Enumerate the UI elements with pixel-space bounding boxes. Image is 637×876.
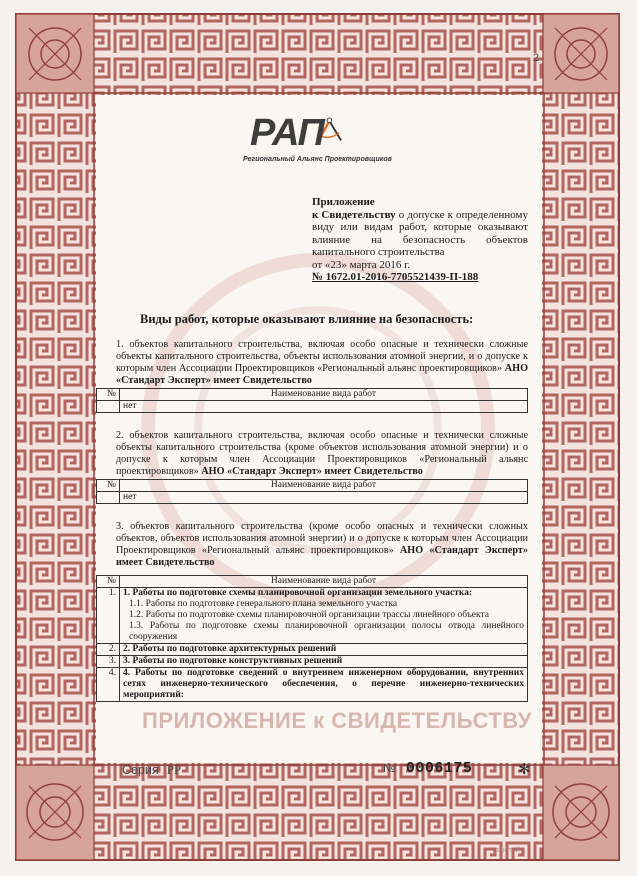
col-name: Наименование вида работ (120, 480, 528, 492)
series-value: РР (166, 762, 182, 777)
cell-no (97, 401, 120, 413)
table-row (97, 656, 528, 668)
series (122, 762, 181, 778)
cell-none: нет (120, 492, 528, 504)
appendix-date: от «23» марта 2016 г. (312, 258, 411, 271)
cell-work (120, 588, 528, 644)
cell-no: 3. (97, 656, 120, 668)
section-3-bold: АНО «Стандарт Эксперт» имеет Свидетельство (116, 545, 529, 568)
work-main: 2. Работы по подготовке архитектурных решений (120, 644, 528, 656)
appendix-number: № 1672.01-2016-7705521439-П-188 (312, 271, 479, 283)
asterisk-icon: ✻ (518, 762, 531, 778)
col-no: № (97, 389, 120, 401)
section-2-body: 2. объектов капитального строительства, включая особо опасные и технически сложные объекты капитального строительства (кроме объектов использования атомной энергии) и о допуске к которым член Ассоциации Проектировщиков «Региональный альянс проектировщиков» (116, 430, 528, 477)
compass-logo-icon (314, 104, 384, 158)
appendix-description (312, 209, 528, 259)
section-2-bold: АНО «Стандарт Эксперт» имеет Свидетельство (201, 466, 423, 477)
cell-none: нет (120, 401, 528, 413)
appendix-header (312, 196, 528, 284)
printer-mark: ©ДРУГОЙ (496, 848, 520, 854)
form-number (383, 760, 472, 777)
work-sub: 1.2. Работы по подготовке схемы планировочной организации трассы линейного объекта (129, 610, 489, 620)
section-3-body: 3. объектов капитального строительства (кроме особо опасных и технически сложных объектов, объектов использования атомной энергии) и о допуске к которым член Ассоциации Проектировщиков «Региональный альянс проектировщиков» (116, 521, 528, 556)
work-main: 4. Работы по подготовке сведений о внутреннем инженерном оборудовании, внутренних сетях инженерно-технического обеспечения, о перечне инженерно-технических мероприятий: (120, 668, 528, 702)
cell-no: 2. (97, 644, 120, 656)
table-header-row (97, 480, 528, 492)
cell-no (97, 492, 120, 504)
section-3-text (116, 521, 528, 569)
table-header-row (97, 389, 528, 401)
cell-no: 1. (97, 588, 120, 644)
section-1-body: 1. объектов капитального строительства, включая особо опасные и технически сложные объекты капитального строительства, объекты использования атомной энергии, и о допуске к которым член Ассоциации Проектировщиков «Региональный альянс проектировщиков» (116, 339, 528, 374)
number-value: 0006175 (405, 760, 473, 777)
section-1-table (96, 388, 528, 413)
watermark: ПРИЛОЖЕНИЕ к СВИДЕТЕЛЬСТВУ (142, 708, 532, 733)
table-row (97, 668, 528, 702)
col-no: № (97, 480, 120, 492)
section-1-text (116, 339, 528, 387)
number-label: № (383, 761, 396, 775)
appendix-description-text: о допуске к определенному виду или видам работ, которые оказывают влияние на безопасность объектов капитального строительства (312, 208, 528, 258)
section-1-bold: АНО «Стандарт Эксперт» имеет Свидетельство (116, 363, 528, 386)
col-no: № (97, 576, 120, 588)
table-row (97, 401, 528, 413)
table-row (97, 644, 528, 656)
appendix-certificate-ref: к Свидетельству (312, 208, 396, 221)
work-main: 3. Работы по подготовке конструктивных решений (120, 656, 528, 668)
section-heading: Виды работ, которые оказывают влияние на безопасность: (140, 312, 474, 326)
appendix-title: Приложение (312, 196, 375, 208)
table-row (97, 588, 528, 644)
col-name: Наименование вида работ (120, 576, 528, 588)
work-main: 1. Работы по подготовке схемы планировочной организации земельного участка: (123, 588, 473, 598)
cell-no: 4. (97, 668, 120, 702)
logo-subtitle: Региональный Альянс Проектировщиков (243, 156, 392, 163)
works-table (96, 575, 528, 702)
work-sub: 1.1. Работы по подготовке генерального плана земельного участка (129, 599, 398, 609)
page-number: 2 (532, 52, 539, 64)
section-2-table (96, 479, 528, 504)
table-header-row (97, 576, 528, 588)
table-row (97, 492, 528, 504)
col-name: Наименование вида работ (120, 389, 528, 401)
logo-name: РАП (250, 112, 324, 154)
work-sub: 1.3. Работы по подготовке схемы планировочной организации полосы отвода линейного сооружения (129, 621, 524, 642)
series-label: Серия (122, 763, 159, 777)
section-2-text (116, 430, 528, 478)
